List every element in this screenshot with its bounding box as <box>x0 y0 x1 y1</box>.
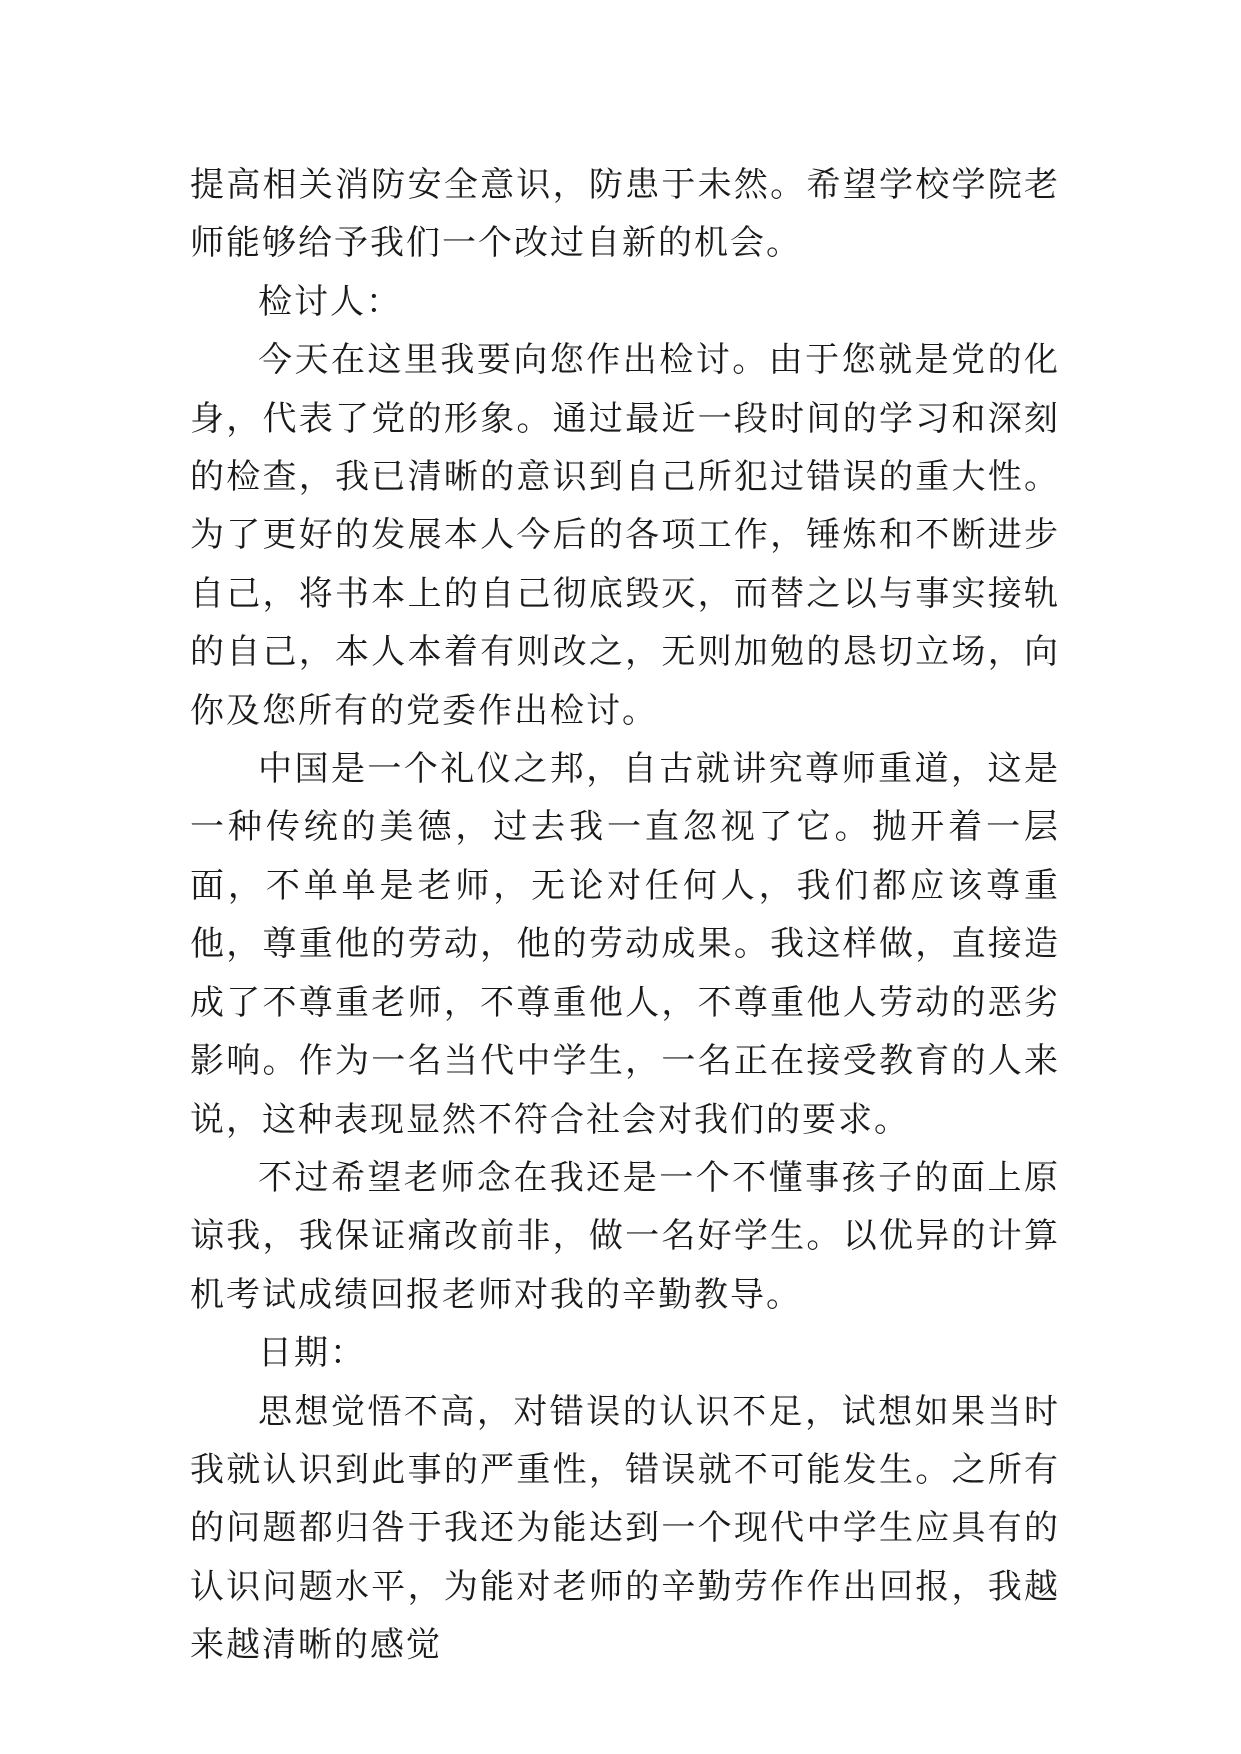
paragraph-continuation: 提高相关消防安全意识，防患于未然。希望学校学院老师能够给予我们一个改过自新的机会。 <box>190 165 1060 264</box>
paragraph-reflection: 思想觉悟不高，对错误的认识不足，试想如果当时我就认识到此事的严重性，错误就不可能发生。之所有的问题都归咎于我还为能达到一个现代中学生应具有的认识问题水平，为能对老师的辛勤劳作作出回报，我越来越清晰的感觉 <box>190 1391 1060 1666</box>
document-body <box>190 156 1060 1675</box>
paragraph-respect-teachers: 中国是一个礼仪之邦，自古就讲究尊师重道，这是一种传统的美德，过去我一直忽视了它。抛开着一层面，不单单是老师，无论对任何人，我们都应该尊重他，尊重他的劳动，他的劳动成果。我这样做，直接造成了不尊重老师，不尊重他人，不尊重他人劳动的恶劣影响。作为一名当代中学生，一名正在接受教育的人来说，这种表现显然不符合社会对我们的要求。 <box>190 749 1060 1140</box>
signature-line-reviewer: 检讨人： <box>258 281 402 322</box>
date-line: 日期： <box>258 1333 366 1374</box>
paragraph-self-review: 今天在这里我要向您作出检讨。由于您就是党的化身，代表了党的形象。通过最近一段时间的学习和深刻的检查，我已清晰的意识到自己所犯过错误的重大性。为了更好的发展本人今后的各项工作，锤炼和不断进步自己，将书本上的自己彻底毁灭，而替之以与事实接轨的自己，本人本着有则改之，无则加勉的恳切立场，向你及您所有的党委作出检讨。 <box>190 340 1060 731</box>
paragraph-apology: 不过希望老师念在我还是一个不懂事孩子的面上原谅我，我保证痛改前非，做一名好学生。以优异的计算机考试成绩回报老师对我的辛勤教导。 <box>190 1157 1060 1315</box>
